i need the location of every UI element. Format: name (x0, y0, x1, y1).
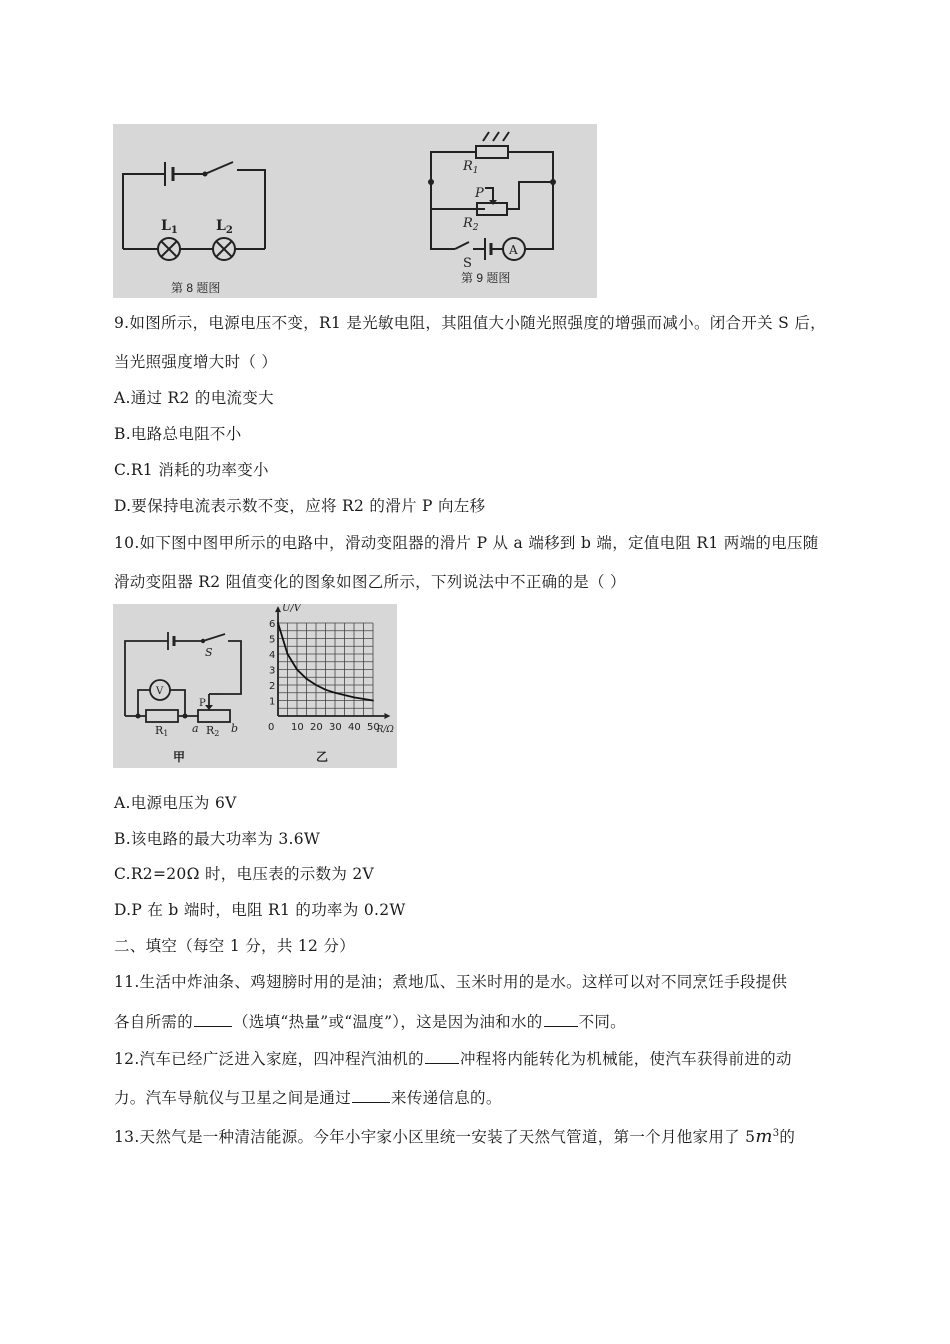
q12-text-d: 来传递信息的。 (391, 1089, 502, 1107)
q13-text: 13.天然气是一种清洁能源。今年小宇家小区里统一安装了天然气管道，第一个月他家用了 5 (114, 1128, 756, 1146)
q10-option-b: B.该电路的最大功率为 3.6W (114, 830, 321, 848)
label-a-jia: a (192, 722, 199, 735)
q11-line2 (114, 1010, 626, 1032)
x-tick-label: 0 (268, 722, 275, 733)
data-point (334, 692, 336, 694)
label-ammeter: A (509, 243, 518, 257)
y-axis-label: U/V (282, 604, 302, 615)
figure-q10-svg (113, 604, 397, 768)
label-l2: $L_2$ (216, 218, 233, 236)
data-point (372, 700, 374, 702)
q9-option-d: D.要保持电流表示数不变，应将 R2 的滑片 P 向左移 (114, 497, 486, 515)
q12-text-b: 冲程将内能转化为机械能，使汽车获得前进的动 (459, 1050, 792, 1068)
x-tick-label: 40 (348, 722, 361, 733)
q11-text-a: 各自所需的 (114, 1013, 194, 1031)
y-tick-label: 4 (269, 650, 276, 661)
label-b-jia: b (231, 722, 239, 735)
q13-tail: 的 (779, 1128, 796, 1146)
q12-line1 (114, 1047, 792, 1069)
x-tick-label: 20 (310, 722, 323, 733)
label-s-jia: S (205, 646, 213, 659)
q11-line1: 11.生活中炸油条、鸡翅膀时用的是油；煮地瓜、玉米时用的是水。这样可以对不同烹饪手段提供 (114, 973, 788, 991)
y-tick-label: 2 (269, 681, 276, 692)
q10-option-c: C.R2=20Ω 时，电压表的示数为 2V (114, 865, 375, 883)
q13-line1 (114, 1125, 795, 1147)
q11-blank-1[interactable] (194, 1025, 232, 1027)
q12-blank-1[interactable] (425, 1062, 459, 1064)
q12-text-a: 12.汽车已经广泛进入家庭，四冲程汽油机的 (114, 1050, 424, 1068)
label-r1-jia: R1 (155, 724, 169, 738)
data-point (277, 622, 279, 624)
figure-q8-q9 (113, 124, 597, 298)
x-tick-label: 10 (291, 722, 304, 733)
q11-text-b: （选填“热量”或“温度”），这是因为油和水的 (233, 1013, 543, 1031)
data-point (315, 684, 317, 686)
x-tick-label: 50 (367, 722, 380, 733)
figure-q10 (113, 604, 397, 768)
q10-option-a: A.电源电压为 6V (114, 794, 237, 812)
data-point (306, 678, 308, 680)
data-point (296, 669, 298, 671)
x-axis-label: R/Ω (376, 725, 394, 735)
y-tick-label: 6 (269, 619, 276, 630)
caption-q8: 第 8 题图 (171, 281, 221, 295)
q12-blank-2[interactable] (352, 1101, 390, 1103)
q10-option-d: D.P 在 b 端时，电阻 R1 的功率为 0.2W (114, 901, 406, 919)
label-r1: $R_1$ (463, 159, 479, 176)
y-tick-label: 5 (269, 634, 276, 646)
x-tick-label: 30 (329, 722, 342, 733)
q13-unit-sup: 3 (772, 1127, 780, 1139)
q11-blank-2[interactable] (544, 1025, 578, 1027)
q9-option-b: B.电路总电阻不小 (114, 425, 242, 443)
y-tick-label: 1 (269, 696, 276, 708)
caption-q9: 第 9 题图 (461, 271, 511, 285)
q10-stem-line1: 10.如下图中图甲所示的电路中，滑动变阻器的滑片 P 从 a 端移到 b 端，定值电阻 R1 两端的电压随 (114, 534, 819, 552)
label-r2-jia: R2 (206, 724, 220, 738)
q9-stem-line2: 当光照强度增大时（ ） (114, 353, 278, 371)
section-title-fill-in: 二、填空（每空 1 分，共 12 分） (114, 937, 355, 955)
q12-text-c: 力。汽车导航仪与卫星之间是通过 (114, 1089, 352, 1107)
label-p-jia: P (199, 698, 206, 709)
label-l1: $L_1$ (161, 218, 178, 236)
circuit-diagrams-q8-q9 (113, 124, 597, 298)
data-point (325, 689, 327, 691)
chart-yi (268, 604, 394, 735)
q10-stem-line2: 滑动变阻器 R2 阻值变化的图象如图乙所示，下列说法中不正确的是（ ） (114, 573, 626, 591)
circuit-jia (125, 632, 241, 722)
label-jia: 甲 (173, 750, 186, 764)
y-axis-arrow (275, 606, 281, 612)
data-point (287, 653, 289, 655)
q9-stem-line1: 9.如图所示，电源电压不变，R1 是光敏电阻，其阻值大小随光照强度的增强而减小。闭合开关 S 后， (114, 314, 826, 332)
data-point (353, 697, 355, 699)
label-p: P (475, 186, 484, 201)
x-axis-arrow (384, 713, 390, 719)
q13-unit: m (755, 1126, 773, 1147)
q9-option-c: C.R1 消耗的功率变小 (114, 461, 269, 479)
label-s: S (463, 256, 472, 271)
q9-option-a: A.通过 R2 的电流变大 (114, 389, 274, 407)
label-r2: $R_2$ (463, 216, 479, 233)
q12-line2 (114, 1086, 502, 1108)
q11-text-c: 不同。 (578, 1013, 626, 1031)
label-yi: 乙 (316, 750, 329, 764)
label-voltmeter: V (156, 686, 164, 697)
y-tick-label: 3 (269, 665, 276, 677)
